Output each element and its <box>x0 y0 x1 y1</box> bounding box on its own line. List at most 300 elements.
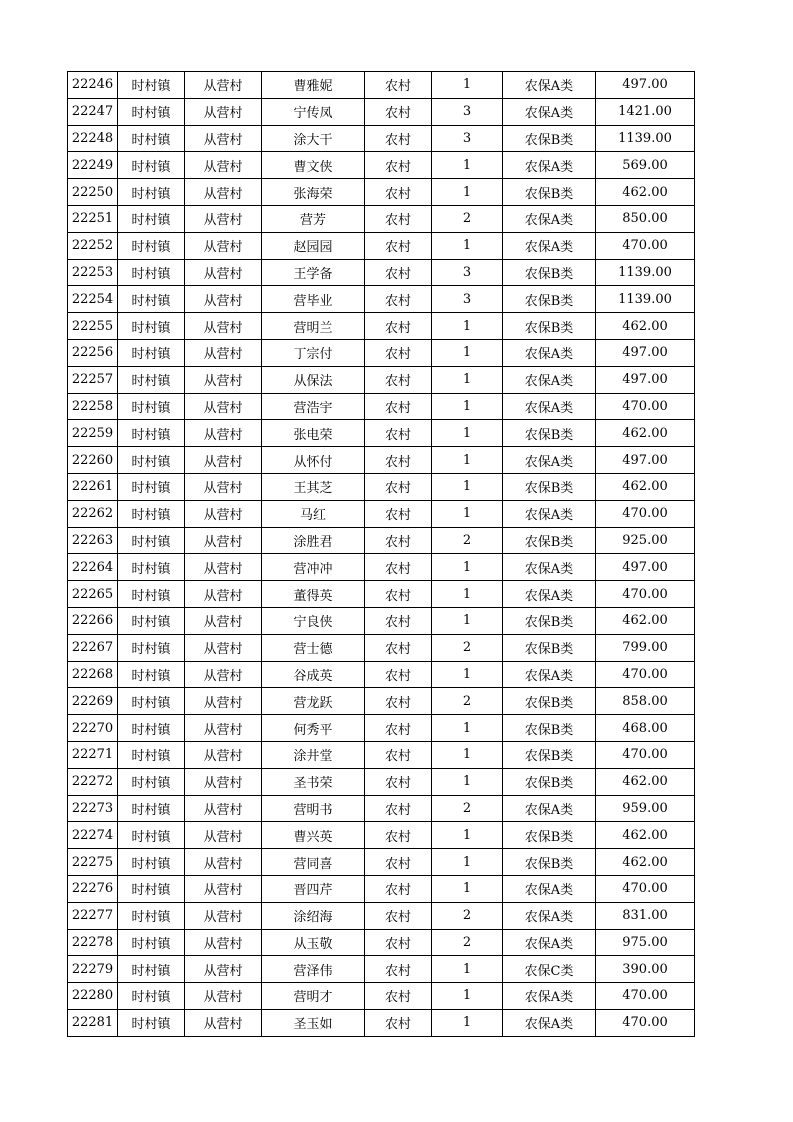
village-cell: 从营村 <box>185 366 262 393</box>
table-row <box>68 661 695 688</box>
record-id-cell: 22271 <box>68 741 118 768</box>
table-row <box>68 179 695 206</box>
record-id-cell: 22276 <box>68 875 118 902</box>
area-type-cell: 农村 <box>365 715 432 742</box>
insurance-category-cell: 农保B类 <box>503 688 596 715</box>
table-row <box>68 420 695 447</box>
amount-cell: 470.00 <box>596 232 695 259</box>
area-type-cell: 农村 <box>365 205 432 232</box>
name-cell: 营明兰 <box>262 313 365 340</box>
table-row <box>68 339 695 366</box>
name-cell: 王其芝 <box>262 473 365 500</box>
area-type-cell: 农村 <box>365 179 432 206</box>
household-count-cell: 2 <box>432 902 503 929</box>
area-type-cell: 农村 <box>365 661 432 688</box>
household-count-cell: 2 <box>432 634 503 661</box>
town-cell: 时村镇 <box>118 152 185 179</box>
table-row <box>68 875 695 902</box>
village-cell: 从营村 <box>185 393 262 420</box>
insurance-category-cell: 农保B类 <box>503 715 596 742</box>
household-count-cell: 1 <box>432 741 503 768</box>
amount-cell: 468.00 <box>596 715 695 742</box>
table-row <box>68 152 695 179</box>
record-id-cell: 22250 <box>68 179 118 206</box>
village-cell: 从营村 <box>185 661 262 688</box>
amount-cell: 497.00 <box>596 366 695 393</box>
amount-cell: 462.00 <box>596 179 695 206</box>
village-cell: 从营村 <box>185 554 262 581</box>
town-cell: 时村镇 <box>118 956 185 983</box>
record-id-cell: 22251 <box>68 205 118 232</box>
insurance-category-cell: 农保A类 <box>503 1009 596 1036</box>
record-id-cell: 22264 <box>68 554 118 581</box>
amount-cell: 569.00 <box>596 152 695 179</box>
household-count-cell: 1 <box>432 875 503 902</box>
name-cell: 营龙跃 <box>262 688 365 715</box>
town-cell: 时村镇 <box>118 179 185 206</box>
name-cell: 曹文侠 <box>262 152 365 179</box>
area-type-cell: 农村 <box>365 1009 432 1036</box>
area-type-cell: 农村 <box>365 607 432 634</box>
record-id-cell: 22246 <box>68 72 118 99</box>
village-cell: 从营村 <box>185 715 262 742</box>
table-row <box>68 849 695 876</box>
table-row <box>68 902 695 929</box>
town-cell: 时村镇 <box>118 313 185 340</box>
name-cell: 王学备 <box>262 259 365 286</box>
household-count-cell: 1 <box>432 500 503 527</box>
town-cell: 时村镇 <box>118 259 185 286</box>
amount-cell: 497.00 <box>596 339 695 366</box>
record-id-cell: 22277 <box>68 902 118 929</box>
amount-cell: 925.00 <box>596 527 695 554</box>
table-row <box>68 98 695 125</box>
amount-cell: 470.00 <box>596 393 695 420</box>
insurance-category-cell: 农保A类 <box>503 929 596 956</box>
town-cell: 时村镇 <box>118 554 185 581</box>
village-cell: 从营村 <box>185 339 262 366</box>
amount-cell: 462.00 <box>596 768 695 795</box>
table-row <box>68 205 695 232</box>
amount-cell: 975.00 <box>596 929 695 956</box>
name-cell: 营同喜 <box>262 849 365 876</box>
area-type-cell: 农村 <box>365 983 432 1010</box>
town-cell: 时村镇 <box>118 661 185 688</box>
area-type-cell: 农村 <box>365 554 432 581</box>
name-cell: 涂大干 <box>262 125 365 152</box>
insurance-category-cell: 农保B类 <box>503 313 596 340</box>
village-cell: 从营村 <box>185 741 262 768</box>
area-type-cell: 农村 <box>365 125 432 152</box>
name-cell: 从玉敬 <box>262 929 365 956</box>
record-id-cell: 22253 <box>68 259 118 286</box>
village-cell: 从营村 <box>185 179 262 206</box>
record-id-cell: 22248 <box>68 125 118 152</box>
table-row <box>68 554 695 581</box>
household-count-cell: 3 <box>432 286 503 313</box>
town-cell: 时村镇 <box>118 715 185 742</box>
area-type-cell: 农村 <box>365 527 432 554</box>
town-cell: 时村镇 <box>118 902 185 929</box>
amount-cell: 470.00 <box>596 581 695 608</box>
table-row <box>68 500 695 527</box>
town-cell: 时村镇 <box>118 420 185 447</box>
name-cell: 营毕业 <box>262 286 365 313</box>
household-count-cell: 1 <box>432 715 503 742</box>
amount-cell: 462.00 <box>596 849 695 876</box>
name-cell: 宁良侠 <box>262 607 365 634</box>
household-count-cell: 1 <box>432 447 503 474</box>
table-body <box>68 72 695 1037</box>
household-count-cell: 2 <box>432 527 503 554</box>
town-cell: 时村镇 <box>118 527 185 554</box>
village-cell: 从营村 <box>185 447 262 474</box>
village-cell: 从营村 <box>185 313 262 340</box>
name-cell: 晋四芹 <box>262 875 365 902</box>
name-cell: 营冲冲 <box>262 554 365 581</box>
area-type-cell: 农村 <box>365 768 432 795</box>
record-id-cell: 22256 <box>68 339 118 366</box>
village-cell: 从营村 <box>185 98 262 125</box>
record-id-cell: 22258 <box>68 393 118 420</box>
insurance-category-cell: 农保A类 <box>503 554 596 581</box>
name-cell: 营浩宇 <box>262 393 365 420</box>
village-cell: 从营村 <box>185 983 262 1010</box>
area-type-cell: 农村 <box>365 313 432 340</box>
amount-cell: 462.00 <box>596 607 695 634</box>
household-count-cell: 1 <box>432 822 503 849</box>
village-cell: 从营村 <box>185 607 262 634</box>
village-cell: 从营村 <box>185 259 262 286</box>
town-cell: 时村镇 <box>118 581 185 608</box>
household-count-cell: 1 <box>432 72 503 99</box>
record-id-cell: 22281 <box>68 1009 118 1036</box>
table-row <box>68 581 695 608</box>
insurance-category-cell: 农保A类 <box>503 581 596 608</box>
household-count-cell: 1 <box>432 983 503 1010</box>
name-cell: 张电荣 <box>262 420 365 447</box>
household-count-cell: 1 <box>432 152 503 179</box>
insurance-category-cell: 农保B类 <box>503 768 596 795</box>
household-count-cell: 1 <box>432 849 503 876</box>
town-cell: 时村镇 <box>118 72 185 99</box>
town-cell: 时村镇 <box>118 634 185 661</box>
area-type-cell: 农村 <box>365 393 432 420</box>
insurance-category-cell: 农保B类 <box>503 634 596 661</box>
insurance-category-cell: 农保A类 <box>503 500 596 527</box>
household-count-cell: 3 <box>432 98 503 125</box>
table-row <box>68 715 695 742</box>
area-type-cell: 农村 <box>365 473 432 500</box>
village-cell: 从营村 <box>185 956 262 983</box>
village-cell: 从营村 <box>185 634 262 661</box>
village-cell: 从营村 <box>185 929 262 956</box>
record-id-cell: 22254 <box>68 286 118 313</box>
insurance-category-cell: 农保B类 <box>503 473 596 500</box>
town-cell: 时村镇 <box>118 366 185 393</box>
area-type-cell: 农村 <box>365 286 432 313</box>
insurance-category-cell: 农保A类 <box>503 393 596 420</box>
insurance-category-cell: 农保B类 <box>503 420 596 447</box>
record-id-cell: 22268 <box>68 661 118 688</box>
village-cell: 从营村 <box>185 500 262 527</box>
area-type-cell: 农村 <box>365 634 432 661</box>
amount-cell: 497.00 <box>596 447 695 474</box>
table-row <box>68 286 695 313</box>
insurance-category-cell: 农保B类 <box>503 849 596 876</box>
record-id-cell: 22265 <box>68 581 118 608</box>
name-cell: 营芳 <box>262 205 365 232</box>
name-cell: 谷成英 <box>262 661 365 688</box>
household-count-cell: 1 <box>432 956 503 983</box>
amount-cell: 470.00 <box>596 983 695 1010</box>
table-row <box>68 983 695 1010</box>
name-cell: 从保法 <box>262 366 365 393</box>
amount-cell: 497.00 <box>596 72 695 99</box>
record-id-cell: 22278 <box>68 929 118 956</box>
amount-cell: 799.00 <box>596 634 695 661</box>
record-id-cell: 22266 <box>68 607 118 634</box>
household-count-cell: 3 <box>432 125 503 152</box>
amount-cell: 497.00 <box>596 554 695 581</box>
town-cell: 时村镇 <box>118 500 185 527</box>
village-cell: 从营村 <box>185 72 262 99</box>
insurance-category-cell: 农保A类 <box>503 72 596 99</box>
record-id-cell: 22279 <box>68 956 118 983</box>
town-cell: 时村镇 <box>118 929 185 956</box>
amount-cell: 470.00 <box>596 875 695 902</box>
table-row <box>68 473 695 500</box>
name-cell: 张海荣 <box>262 179 365 206</box>
village-cell: 从营村 <box>185 822 262 849</box>
insurance-category-cell: 农保A类 <box>503 795 596 822</box>
household-count-cell: 1 <box>432 581 503 608</box>
record-id-cell: 22262 <box>68 500 118 527</box>
amount-cell: 1139.00 <box>596 286 695 313</box>
name-cell: 从怀付 <box>262 447 365 474</box>
amount-cell: 470.00 <box>596 741 695 768</box>
record-id-cell: 22273 <box>68 795 118 822</box>
name-cell: 马红 <box>262 500 365 527</box>
village-cell: 从营村 <box>185 768 262 795</box>
village-cell: 从营村 <box>185 902 262 929</box>
household-count-cell: 1 <box>432 366 503 393</box>
table-row <box>68 125 695 152</box>
amount-cell: 390.00 <box>596 956 695 983</box>
insurance-category-cell: 农保A类 <box>503 983 596 1010</box>
amount-cell: 831.00 <box>596 902 695 929</box>
town-cell: 时村镇 <box>118 768 185 795</box>
household-count-cell: 1 <box>432 607 503 634</box>
town-cell: 时村镇 <box>118 125 185 152</box>
table-row <box>68 259 695 286</box>
town-cell: 时村镇 <box>118 688 185 715</box>
area-type-cell: 农村 <box>365 339 432 366</box>
insurance-category-cell: 农保A类 <box>503 661 596 688</box>
name-cell: 圣书荣 <box>262 768 365 795</box>
insurance-category-cell: 农保B类 <box>503 741 596 768</box>
insurance-category-cell: 农保B类 <box>503 179 596 206</box>
village-cell: 从营村 <box>185 152 262 179</box>
insurance-category-cell: 农保B类 <box>503 822 596 849</box>
insurance-category-cell: 农保C类 <box>503 956 596 983</box>
table-row <box>68 366 695 393</box>
insurance-category-cell: 农保B类 <box>503 607 596 634</box>
town-cell: 时村镇 <box>118 822 185 849</box>
town-cell: 时村镇 <box>118 983 185 1010</box>
insurance-category-cell: 农保B类 <box>503 286 596 313</box>
name-cell: 营泽伟 <box>262 956 365 983</box>
area-type-cell: 农村 <box>365 232 432 259</box>
amount-cell: 470.00 <box>596 1009 695 1036</box>
insurance-category-cell: 农保A类 <box>503 447 596 474</box>
village-cell: 从营村 <box>185 286 262 313</box>
name-cell: 涂井堂 <box>262 741 365 768</box>
amount-cell: 850.00 <box>596 205 695 232</box>
records-table <box>67 71 695 1037</box>
record-id-cell: 22249 <box>68 152 118 179</box>
household-count-cell: 2 <box>432 205 503 232</box>
name-cell: 曹兴英 <box>262 822 365 849</box>
table-row <box>68 1009 695 1036</box>
town-cell: 时村镇 <box>118 741 185 768</box>
village-cell: 从营村 <box>185 473 262 500</box>
name-cell: 丁宗付 <box>262 339 365 366</box>
insurance-category-cell: 农保A类 <box>503 366 596 393</box>
area-type-cell: 农村 <box>365 72 432 99</box>
area-type-cell: 农村 <box>365 902 432 929</box>
area-type-cell: 农村 <box>365 98 432 125</box>
amount-cell: 858.00 <box>596 688 695 715</box>
record-id-cell: 22257 <box>68 366 118 393</box>
household-count-cell: 2 <box>432 795 503 822</box>
village-cell: 从营村 <box>185 420 262 447</box>
insurance-category-cell: 农保A类 <box>503 339 596 366</box>
name-cell: 赵园园 <box>262 232 365 259</box>
table-row <box>68 741 695 768</box>
name-cell: 营明书 <box>262 795 365 822</box>
table-row <box>68 232 695 259</box>
insurance-category-cell: 农保A类 <box>503 205 596 232</box>
insurance-category-cell: 农保A类 <box>503 98 596 125</box>
record-id-cell: 22252 <box>68 232 118 259</box>
record-id-cell: 22255 <box>68 313 118 340</box>
name-cell: 董得英 <box>262 581 365 608</box>
household-count-cell: 1 <box>432 339 503 366</box>
insurance-category-cell: 农保A类 <box>503 875 596 902</box>
area-type-cell: 农村 <box>365 500 432 527</box>
name-cell: 涂绍海 <box>262 902 365 929</box>
amount-cell: 1421.00 <box>596 98 695 125</box>
town-cell: 时村镇 <box>118 795 185 822</box>
record-id-cell: 22247 <box>68 98 118 125</box>
name-cell: 何秀平 <box>262 715 365 742</box>
area-type-cell: 农村 <box>365 688 432 715</box>
insurance-category-cell: 农保B类 <box>503 125 596 152</box>
town-cell: 时村镇 <box>118 286 185 313</box>
area-type-cell: 农村 <box>365 259 432 286</box>
household-count-cell: 1 <box>432 473 503 500</box>
town-cell: 时村镇 <box>118 473 185 500</box>
area-type-cell: 农村 <box>365 447 432 474</box>
record-id-cell: 22274 <box>68 822 118 849</box>
household-count-cell: 2 <box>432 929 503 956</box>
table-row <box>68 634 695 661</box>
record-id-cell: 22269 <box>68 688 118 715</box>
village-cell: 从营村 <box>185 205 262 232</box>
area-type-cell: 农村 <box>365 822 432 849</box>
area-type-cell: 农村 <box>365 366 432 393</box>
village-cell: 从营村 <box>185 795 262 822</box>
household-count-cell: 1 <box>432 768 503 795</box>
village-cell: 从营村 <box>185 581 262 608</box>
household-count-cell: 1 <box>432 232 503 259</box>
amount-cell: 462.00 <box>596 313 695 340</box>
amount-cell: 959.00 <box>596 795 695 822</box>
area-type-cell: 农村 <box>365 795 432 822</box>
household-count-cell: 1 <box>432 313 503 340</box>
area-type-cell: 农村 <box>365 420 432 447</box>
amount-cell: 462.00 <box>596 420 695 447</box>
name-cell: 营明才 <box>262 983 365 1010</box>
table-row <box>68 72 695 99</box>
household-count-cell: 2 <box>432 688 503 715</box>
table-row <box>68 688 695 715</box>
table-row <box>68 929 695 956</box>
amount-cell: 470.00 <box>596 500 695 527</box>
town-cell: 时村镇 <box>118 205 185 232</box>
town-cell: 时村镇 <box>118 607 185 634</box>
record-id-cell: 22270 <box>68 715 118 742</box>
amount-cell: 1139.00 <box>596 259 695 286</box>
table-row <box>68 956 695 983</box>
town-cell: 时村镇 <box>118 339 185 366</box>
name-cell: 营士德 <box>262 634 365 661</box>
village-cell: 从营村 <box>185 688 262 715</box>
village-cell: 从营村 <box>185 849 262 876</box>
record-id-cell: 22272 <box>68 768 118 795</box>
area-type-cell: 农村 <box>365 741 432 768</box>
insurance-category-cell: 农保A类 <box>503 902 596 929</box>
area-type-cell: 农村 <box>365 581 432 608</box>
town-cell: 时村镇 <box>118 447 185 474</box>
table-row <box>68 393 695 420</box>
table-row <box>68 795 695 822</box>
table-row <box>68 313 695 340</box>
household-count-cell: 1 <box>432 179 503 206</box>
name-cell: 宁传凤 <box>262 98 365 125</box>
village-cell: 从营村 <box>185 232 262 259</box>
insurance-category-cell: 农保A类 <box>503 152 596 179</box>
area-type-cell: 农村 <box>365 929 432 956</box>
table-row <box>68 768 695 795</box>
village-cell: 从营村 <box>185 527 262 554</box>
village-cell: 从营村 <box>185 1009 262 1036</box>
town-cell: 时村镇 <box>118 393 185 420</box>
record-id-cell: 22259 <box>68 420 118 447</box>
town-cell: 时村镇 <box>118 875 185 902</box>
name-cell: 曹雅妮 <box>262 72 365 99</box>
amount-cell: 462.00 <box>596 822 695 849</box>
table-row <box>68 527 695 554</box>
village-cell: 从营村 <box>185 125 262 152</box>
table-row <box>68 447 695 474</box>
household-count-cell: 1 <box>432 393 503 420</box>
table-row <box>68 822 695 849</box>
household-count-cell: 1 <box>432 420 503 447</box>
town-cell: 时村镇 <box>118 98 185 125</box>
name-cell: 圣玉如 <box>262 1009 365 1036</box>
